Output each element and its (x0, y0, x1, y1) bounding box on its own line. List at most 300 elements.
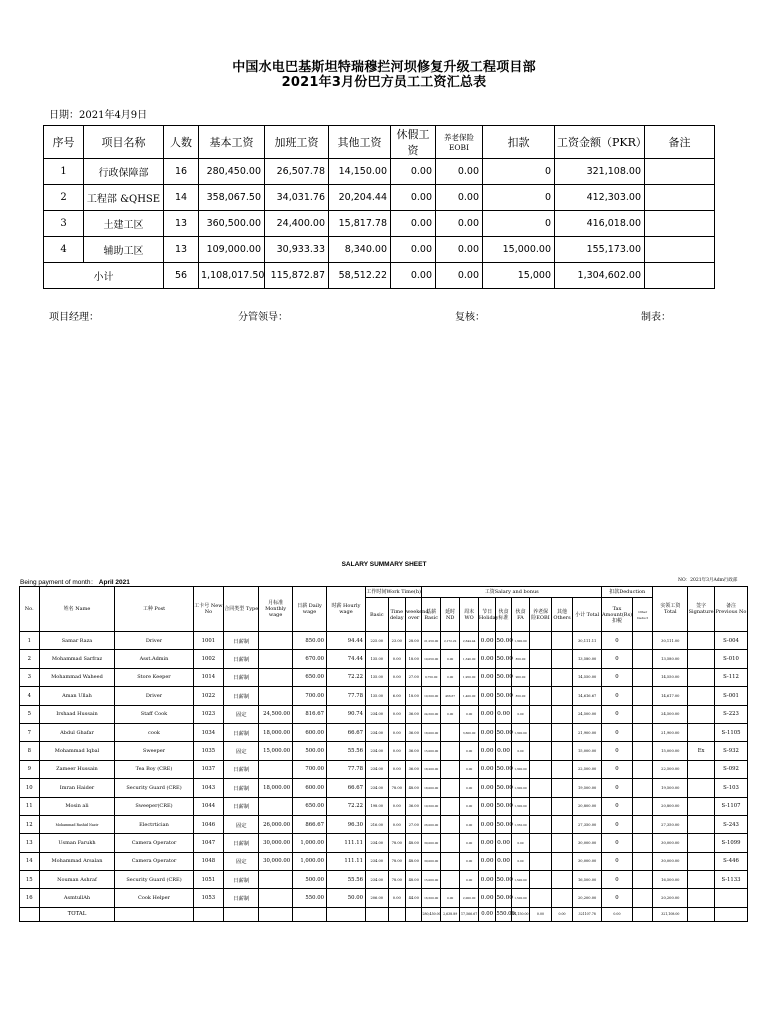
signature-reviewer: 复核： (455, 312, 485, 323)
salary-cell-monthly: 18,000.00 (259, 779, 293, 797)
salary-cell-meal2: 1,350.00 (511, 815, 529, 833)
salary-cell-name: Mohammad Waheed (39, 668, 115, 686)
salary-cell-daily: 866.67 (293, 815, 327, 833)
salary-cell-meal1: 50.00 (496, 668, 511, 686)
salary-cell-tax: 0 (602, 834, 633, 852)
salary-cell-subtotal: 30,000.00 (573, 834, 602, 852)
salary-cell-subtotal: 15,000.00 (573, 742, 602, 760)
salary-cell-post: Staff Cook (115, 705, 193, 723)
salary-cell-new-no: 1051 (193, 871, 224, 889)
salary-cell-other-deduct (632, 723, 653, 741)
subtotal-row (44, 263, 715, 289)
salary-cell-eobi (530, 668, 552, 686)
salary-cell-basic-s: 10,500.00 (422, 687, 440, 705)
salary-cell-total: 15,000.00 (653, 742, 688, 760)
h-daily: 日薪 Daily wage (293, 587, 327, 632)
salary-cell-total: 22,500.00 (653, 760, 688, 778)
total-cell-empty (365, 907, 388, 921)
salary-cell-signature (688, 779, 715, 797)
table-row (44, 159, 715, 185)
salary-cell-name: Aman Ullah (39, 687, 115, 705)
salary-cell-type: 日薪制 (224, 779, 259, 797)
salary-cell-eobi (530, 705, 552, 723)
h-type: 合同类型 Type (224, 587, 259, 632)
salary-cell-tax: 0 (602, 742, 633, 760)
h-weekend-over: weekend over (406, 598, 422, 632)
salary-cell-daily: 600.00 (293, 723, 327, 741)
salary-cell-basic-s: 19,500.00 (422, 797, 440, 815)
salary-cell-post: Sweeper(CRE) (115, 797, 193, 815)
salary-cell-basic-s: 24,500.00 (422, 705, 440, 723)
title-line-1: 中国水电巴基斯坦特瑞穆拦河坝修复升级工程项目部 (232, 60, 536, 75)
salary-cell-no: 1 (20, 632, 40, 650)
salary-cell-signature (688, 871, 715, 889)
salary-cell-delay: 78.00 (388, 871, 405, 889)
salary-cell-delay: 0.00 (388, 815, 405, 833)
salary-cell-hourly: 111.11 (326, 852, 365, 870)
salary-cell-other-deduct (632, 760, 653, 778)
salary-cell-signature: Ex (688, 742, 715, 760)
salary-cell-total: 24,500.00 (653, 705, 688, 723)
salary-cell-monthly (259, 760, 293, 778)
h-name: 姓名 Name (39, 587, 115, 632)
summary-cell-eobi: 0.00 (436, 211, 483, 237)
table-row (20, 687, 748, 705)
salary-cell-signature (688, 723, 715, 741)
salary-cell-name: AsmtullAh (39, 889, 115, 907)
summary-cell-overtime: 24,400.00 (265, 211, 329, 237)
salary-cell-wo: 1,340.00 (460, 650, 478, 668)
salary-cell-total: 14,617.00 (653, 687, 688, 705)
salary-cell-name: Mohammad Sarfraz (39, 650, 115, 668)
salary-cell-meal1: 50.00 (496, 687, 511, 705)
salary-cell-total: 30,111.00 (653, 632, 688, 650)
salary-cell-type: 日薪制 (224, 668, 259, 686)
salary-cell-basic-h: 135.00 (365, 650, 388, 668)
salary-cell-nd: 2,172.22 (440, 632, 460, 650)
salary-cell-total: 20,200.00 (653, 889, 688, 907)
h-new-no: 工卡号 New No (193, 587, 224, 632)
salary-cell-basic-h: 135.00 (365, 687, 388, 705)
salary-cell-meal2: 850.00 (511, 650, 529, 668)
salary-cell-meal1: 50.00 (496, 815, 511, 833)
summary-cell-eobi: 0.00 (436, 237, 483, 263)
salary-cell-post: Tea Boy (CRE) (115, 760, 193, 778)
salary-cell-basic-s: 18,200.00 (422, 760, 440, 778)
pay-month-value: April 2021 (98, 579, 130, 586)
subtotal-cell-eobi: 0.00 (436, 263, 483, 289)
salary-cell-hourly: 77.78 (326, 687, 365, 705)
pay-month-label: Being payment of month： (20, 579, 97, 586)
salary-cell-total: 13,580.00 (653, 650, 688, 668)
total-cell-empty (688, 907, 715, 921)
summary-cell-remark (645, 211, 715, 237)
table-row (20, 742, 748, 760)
col-header: 基本工资 (199, 126, 265, 159)
salary-cell-type: 日薪制 (224, 889, 259, 907)
salary-cell-new-no: 1053 (193, 889, 224, 907)
salary-cell-no: 13 (20, 834, 40, 852)
table-row (20, 760, 748, 778)
salary-cell-wo: 2,000.00 (460, 889, 478, 907)
salary-cell-holiday: 0.00 (478, 668, 495, 686)
total-cell-empty (115, 907, 193, 921)
salary-cell-signature (688, 687, 715, 705)
salary-cell-basic-h: 234.00 (365, 834, 388, 852)
summary-cell-name: 辅助工区 (84, 237, 164, 263)
salary-cell-remark: S-112 (714, 668, 747, 686)
salary-cell-other-deduct (632, 889, 653, 907)
total-cell-label: TOTAL (39, 907, 115, 921)
summary-cell-remark (645, 237, 715, 263)
subtotal-cell-remark (645, 263, 715, 289)
subtotal-cell-leave: 0.00 (391, 263, 436, 289)
salary-cell-others (551, 650, 573, 668)
salary-cell-new-no: 1046 (193, 815, 224, 833)
total-cell-meal2: 14,150.00 (511, 907, 529, 921)
salary-cell-nd (440, 797, 460, 815)
salary-cell-other-deduct (632, 742, 653, 760)
salary-cell-type: 固定 (224, 852, 259, 870)
salary-cell-name: Nouman Ashraf (39, 871, 115, 889)
salary-cell-basic-s: 9,750.00 (422, 668, 440, 686)
salary-cell-subtotal: 27,350.00 (573, 815, 602, 833)
salary-cell-type: 固定 (224, 815, 259, 833)
salary-cell-meal2: 1,300.00 (511, 723, 529, 741)
salary-cell-post: Security Guard (CRE) (115, 871, 193, 889)
salary-cell-remark: S-1105 (714, 723, 747, 741)
salary-cell-subtotal: 20,800.00 (573, 797, 602, 815)
salary-cell-hourly: 77.78 (326, 760, 365, 778)
salary-cell-post: Sweeper (115, 742, 193, 760)
col-header: 备注 (645, 126, 715, 159)
salary-cell-name: Abdul Ghafar (39, 723, 115, 741)
salary-cell-new-no: 1044 (193, 797, 224, 815)
salary-cell-tax: 0 (602, 705, 633, 723)
summary-cell-basic: 280,450.00 (199, 159, 265, 185)
salary-cell-meal2: 850.00 (511, 687, 529, 705)
salary-cell-name: Mohammad Arsalan (39, 852, 115, 870)
salary-cell-delay: 0.00 (388, 760, 405, 778)
salary-cell-wo: 0.00 (460, 779, 478, 797)
col-header: 序号 (44, 126, 84, 159)
salary-cell-monthly (259, 797, 293, 815)
salary-cell-other-deduct (632, 779, 653, 797)
salary-cell-monthly: 18,000.00 (259, 723, 293, 741)
salary-cell-others (551, 852, 573, 870)
h-hourly: 时薪 Hourly wage (326, 587, 365, 632)
summary-cell-count: 16 (164, 159, 199, 185)
salary-cell-no: 11 (20, 797, 40, 815)
total-cell-empty (406, 907, 422, 921)
salary-cell-holiday: 0.00 (478, 871, 495, 889)
salary-cell-wo: 0.00 (460, 815, 478, 833)
signature-manager: 项目经理： (49, 312, 99, 323)
summary-cell-amount: 155,173.00 (555, 237, 645, 263)
salary-cell-nd (440, 779, 460, 797)
salary-cell-name: Mosin ali (39, 797, 115, 815)
salary-cell-basic-h: 198.00 (365, 797, 388, 815)
table-row (20, 779, 748, 797)
table-row (20, 723, 748, 741)
total-cell-empty (326, 907, 365, 921)
salary-cell-weekend: 28.00 (406, 632, 422, 650)
total-cell-wo: 17,566.67 (460, 907, 478, 921)
salary-cell-subtotal: 22,500.00 (573, 760, 602, 778)
total-cell-empty (224, 907, 259, 921)
summary-cell-leave: 0.00 (391, 237, 436, 263)
salary-cell-monthly (259, 871, 293, 889)
salary-cell-basic-h: 135.00 (365, 668, 388, 686)
salary-cell-post: Driver (115, 687, 193, 705)
salary-cell-meal1: 50.00 (496, 760, 511, 778)
total-cell-empty (259, 907, 293, 921)
total-cell-others: 0.00 (551, 907, 573, 921)
salary-cell-no: 7 (20, 723, 40, 741)
salary-cell-subtotal: 14,550.00 (573, 668, 602, 686)
salary-cell-tax: 0 (602, 650, 633, 668)
salary-cell-daily: 1,000.00 (293, 834, 327, 852)
salary-cell-no: 2 (20, 650, 40, 668)
salary-cell-basic-h: 234.00 (365, 705, 388, 723)
document-date: 日期：2021年4月9日 (49, 110, 148, 121)
salary-cell-subtotal: 21,900.00 (573, 723, 602, 741)
salary-cell-nd (440, 852, 460, 870)
h-basic-salary: 基薪 Basic (422, 598, 440, 632)
total-cell-empty (293, 907, 327, 921)
salary-cell-daily: 816.67 (293, 705, 327, 723)
salary-cell-type: 日薪制 (224, 797, 259, 815)
salary-cell-others (551, 632, 573, 650)
salary-cell-subtotal: 20,200.00 (573, 889, 602, 907)
salary-cell-holiday: 0.00 (478, 889, 495, 907)
salary-cell-meal1: 50.00 (496, 871, 511, 889)
h-salary-bonus: 工资Salary and bonus (422, 587, 602, 598)
salary-cell-hourly: 74.44 (326, 650, 365, 668)
salary-cell-other-deduct (632, 687, 653, 705)
salary-cell-others (551, 834, 573, 852)
salary-cell-holiday: 0.00 (478, 815, 495, 833)
summary-cell-other: 20,204.44 (329, 185, 391, 211)
salary-cell-type: 日薪制 (224, 871, 259, 889)
salary-cell-delay: 78.00 (388, 834, 405, 852)
salary-cell-post: Store Keeper (115, 668, 193, 686)
summary-cell-no: 2 (44, 185, 84, 211)
salary-cell-others (551, 742, 573, 760)
salary-cell-nd: 466.67 (440, 687, 460, 705)
salary-cell-meal2: 1,300.00 (511, 779, 529, 797)
salary-cell-subtotal: 16,500.00 (573, 871, 602, 889)
table-row (44, 237, 715, 263)
salary-cell-others (551, 760, 573, 778)
salary-cell-monthly: 24,500.00 (259, 705, 293, 723)
salary-cell-monthly: 15,000.00 (259, 742, 293, 760)
salary-cell-basic-h: 234.00 (365, 742, 388, 760)
h-others: 其他 Others (551, 598, 573, 632)
salary-cell-weekend: 36.00 (406, 760, 422, 778)
summary-cell-basic: 358,067.50 (199, 185, 265, 211)
salary-cell-nd (440, 834, 460, 852)
salary-cell-other-deduct (632, 834, 653, 852)
h-work-time: 工作时间Work Time(h) (365, 587, 421, 598)
total-cell-empty (388, 907, 405, 921)
salary-cell-eobi (530, 834, 552, 852)
summary-cell-overtime: 34,031.76 (265, 185, 329, 211)
salary-cell-holiday: 0.00 (478, 723, 495, 741)
salary-cell-nd: 0.00 (440, 668, 460, 686)
salary-cell-basic-s: 30,000.00 (422, 852, 440, 870)
salary-cell-basic-s: 21,250.00 (422, 632, 440, 650)
salary-cell-tax: 0 (602, 779, 633, 797)
h-no: No. (20, 587, 40, 632)
total-cell-empty (20, 907, 40, 921)
salary-cell-post: Electrtician (115, 815, 193, 833)
salary-cell-meal1: 50.00 (496, 650, 511, 668)
salary-cell-others (551, 815, 573, 833)
salary-cell-daily: 500.00 (293, 871, 327, 889)
summary-cell-other: 15,817.78 (329, 211, 391, 237)
salary-cell-wo: 0.00 (460, 760, 478, 778)
h-post: 工种 Post (115, 587, 193, 632)
salary-cell-tax: 0 (602, 797, 633, 815)
salary-cell-basic-s: 10,050.00 (422, 650, 440, 668)
salary-cell-remark: S-103 (714, 779, 747, 797)
salary-cell-signature (688, 650, 715, 668)
salary-cell-remark: S-932 (714, 742, 747, 760)
salary-cell-delay: 6.00 (388, 687, 405, 705)
sheet-reference: NO：2021年3月Adm行政部 (678, 578, 738, 583)
salary-cell-eobi (530, 687, 552, 705)
salary-cell-meal1: 0.00 (496, 834, 511, 852)
salary-cell-meal1: 50.00 (496, 723, 511, 741)
salary-cell-monthly (259, 632, 293, 650)
signature-leader: 分管领导： (238, 312, 288, 323)
salary-cell-remark: S-243 (714, 815, 747, 833)
salary-cell-subtotal: 24,500.00 (573, 705, 602, 723)
total-cell-empty (193, 907, 224, 921)
total-cell-tax: 0.00 (602, 907, 633, 921)
salary-cell-monthly (259, 668, 293, 686)
salary-cell-others (551, 797, 573, 815)
salary-cell-other-deduct (632, 705, 653, 723)
total-cell-meal1: 550.00 (496, 907, 511, 921)
subtotal-cell-basic: 1,108,017.50 (199, 263, 265, 289)
salary-cell-no: 3 (20, 668, 40, 686)
salary-cell-weekend: 27.00 (406, 815, 422, 833)
salary-cell-type: 固定 (224, 742, 259, 760)
summary-cell-name: 土建工区 (84, 211, 164, 237)
salary-cell-meal1: 50.00 (496, 797, 511, 815)
salary-cell-delay: 0.00 (388, 705, 405, 723)
table-row (20, 889, 748, 907)
salary-cell-delay: 78.00 (388, 852, 405, 870)
title-line-2: 2021年3月份巴方员工工资汇总表 (281, 75, 487, 90)
summary-cell-overtime: 30,933.33 (265, 237, 329, 263)
salary-cell-type: 日薪制 (224, 687, 259, 705)
salary-cell-hourly: 66.67 (326, 723, 365, 741)
salary-cell-name: Zameer Hussain (39, 760, 115, 778)
table-row (20, 705, 748, 723)
salary-cell-no: 12 (20, 815, 40, 833)
salary-cell-name: Mohammad Iqbal (39, 742, 115, 760)
salary-cell-eobi (530, 742, 552, 760)
salary-cell-no: 8 (20, 742, 40, 760)
salary-cell-other-deduct (632, 815, 653, 833)
summary-cell-remark (645, 159, 715, 185)
salary-cell-subtotal: 13,580.00 (573, 650, 602, 668)
subtotal-cell-overtime: 115,872.87 (265, 263, 329, 289)
salary-cell-new-no: 1047 (193, 834, 224, 852)
col-header: 项目名称 (84, 126, 164, 159)
summary-cell-no: 4 (44, 237, 84, 263)
salary-cell-hourly: 94.44 (326, 632, 365, 650)
salary-cell-new-no: 1037 (193, 760, 224, 778)
summary-cell-overtime: 26,507.78 (265, 159, 329, 185)
summary-cell-no: 1 (44, 159, 84, 185)
salary-cell-holiday: 0.00 (478, 760, 495, 778)
salary-cell-new-no: 1034 (193, 723, 224, 741)
table-row (20, 871, 748, 889)
salary-cell-subtotal: 19,500.00 (573, 779, 602, 797)
summary-cell-count: 13 (164, 211, 199, 237)
salary-cell-type: 日薪制 (224, 650, 259, 668)
salary-cell-hourly: 90.74 (326, 705, 365, 723)
salary-cell-new-no: 1002 (193, 650, 224, 668)
summary-table (43, 125, 715, 289)
salary-cell-monthly: 26,000.00 (259, 815, 293, 833)
salary-cell-meal2: 0.00 (511, 834, 529, 852)
summary-cell-other: 14,150.00 (329, 159, 391, 185)
salary-cell-meal2: 1,300.00 (511, 760, 529, 778)
salary-cell-signature (688, 705, 715, 723)
salary-cell-basic-s: 18,000.00 (422, 723, 440, 741)
salary-cell-other-deduct (632, 852, 653, 870)
col-header: 养老保险EOBI (436, 126, 483, 159)
salary-cell-hourly: 55.56 (326, 871, 365, 889)
salary-cell-remark: S-1107 (714, 797, 747, 815)
summary-cell-eobi: 0.00 (436, 159, 483, 185)
salary-cell-weekend: 48.00 (406, 871, 422, 889)
summary-cell-other: 8,340.00 (329, 237, 391, 263)
salary-cell-eobi (530, 797, 552, 815)
summary-cell-leave: 0.00 (391, 185, 436, 211)
salary-cell-weekend: 36.00 (406, 705, 422, 723)
subtotal-cell-count: 56 (164, 263, 199, 289)
salary-cell-others (551, 723, 573, 741)
salary-cell-basic-s: 16,500.00 (422, 889, 440, 907)
summary-cell-leave: 0.00 (391, 211, 436, 237)
summary-cell-basic: 109,000.00 (199, 237, 265, 263)
salary-header-row-1 (20, 587, 748, 598)
salary-cell-nd (440, 760, 460, 778)
salary-cell-tax: 0 (602, 889, 633, 907)
salary-cell-new-no: 1014 (193, 668, 224, 686)
salary-cell-subtotal: 14,616.67 (573, 687, 602, 705)
salary-cell-weekend: 36.00 (406, 742, 422, 760)
salary-cell-no: 10 (20, 779, 40, 797)
salary-cell-remark: S-092 (714, 760, 747, 778)
h-deduction: 扣款Deduction (602, 587, 653, 598)
salary-cell-holiday: 0.00 (478, 742, 495, 760)
summary-cell-no: 3 (44, 211, 84, 237)
salary-cell-other-deduct (632, 632, 653, 650)
summary-cell-basic: 360,500.00 (199, 211, 265, 237)
salary-cell-type: 固定 (224, 705, 259, 723)
salary-cell-basic-h: 234.00 (365, 760, 388, 778)
salary-cell-daily: 500.00 (293, 742, 327, 760)
salary-cell-eobi (530, 723, 552, 741)
salary-cell-post: Camera Operator (115, 852, 193, 870)
